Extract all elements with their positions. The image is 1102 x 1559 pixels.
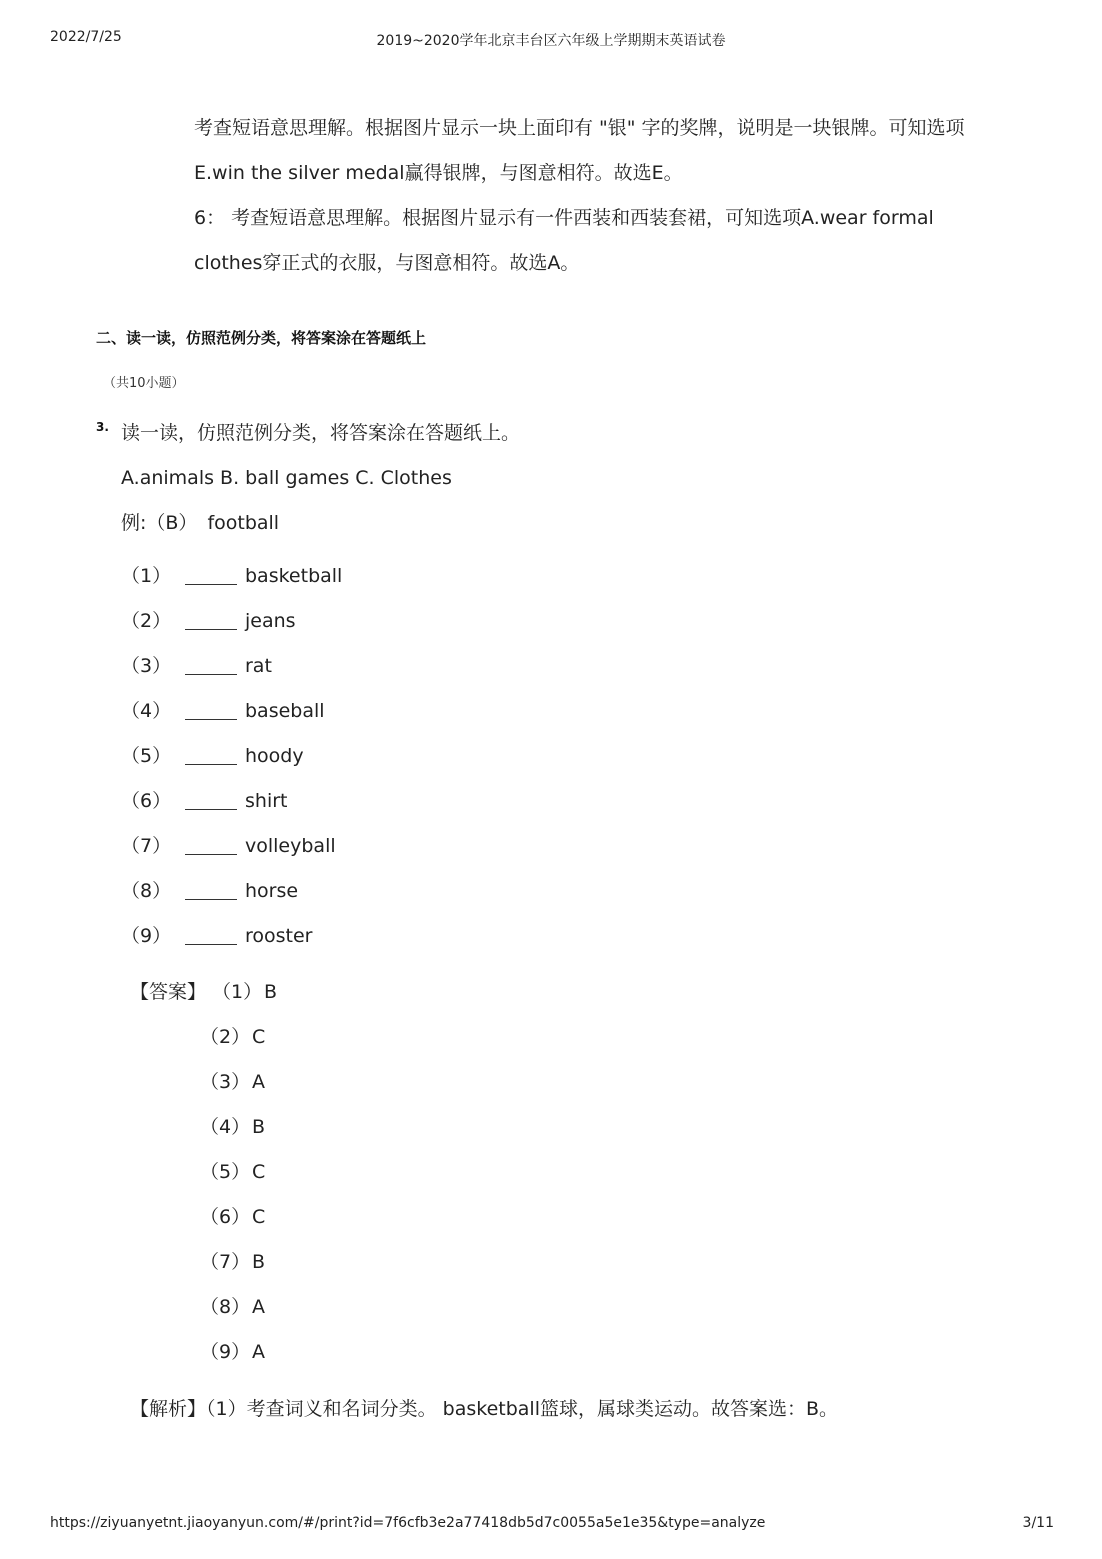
section-title: 二、读一读，仿照范例分类，将答案涂在答题纸上 xyxy=(96,329,427,347)
item-word: baseball xyxy=(245,699,325,722)
example-prefix: 例:（B） xyxy=(121,512,198,534)
question-instruction: 读一读，仿照范例分类，将答案涂在答题纸上。 xyxy=(121,422,521,444)
item-word: rat xyxy=(245,654,272,677)
section-question-count: （共10小题） xyxy=(103,376,185,391)
answer-blank xyxy=(185,881,237,900)
question-body xyxy=(121,418,520,958)
answer-row xyxy=(130,1157,277,1202)
answer-row xyxy=(130,977,277,1022)
item-index: （2） xyxy=(121,609,172,632)
answer-row xyxy=(130,1202,277,1247)
item-word: horse xyxy=(245,879,299,902)
explanation-line xyxy=(130,1394,838,1424)
answer-index: （9） xyxy=(200,1341,251,1363)
answer-value: B xyxy=(264,981,278,1003)
explanation-label: 【解析】 xyxy=(130,1398,207,1420)
item-index: （6） xyxy=(121,789,172,812)
analysis-line: clothes穿正式的衣服，与图意相符。故选A。 xyxy=(194,252,580,274)
answer-blank xyxy=(185,701,237,720)
item-word: volleyball xyxy=(245,834,336,857)
analysis-line: E.win the silver medal赢得银牌，与图意相符。故选E。 xyxy=(194,162,683,184)
question-number: 3. xyxy=(96,420,109,434)
item-index: （9） xyxy=(121,924,172,947)
item-index: （3） xyxy=(121,654,172,677)
item-index: （8） xyxy=(121,879,172,902)
document-title: 2019~2020学年北京丰台区六年级上学期期末英语试卷 xyxy=(376,33,726,49)
answer-index: （1） xyxy=(212,981,263,1003)
answer-blank xyxy=(185,611,237,630)
question-item xyxy=(121,868,520,913)
explanation-text: （1）考查词义和名词分类。 basketball篮球，属球类运动。故答案选：B。 xyxy=(206,1398,839,1420)
analysis-line: 6： 考查短语意思理解。根据图片显示有一件西装和西装套裙，可知选项A.wear formal xyxy=(194,207,934,229)
answer-row xyxy=(130,1292,277,1337)
answer-value: A xyxy=(252,1071,265,1093)
item-index: （1） xyxy=(121,564,172,587)
answer-row xyxy=(130,1247,277,1292)
answer-section xyxy=(130,977,277,1382)
answer-value: B xyxy=(252,1251,266,1273)
item-word: basketball xyxy=(245,564,343,587)
answer-blank xyxy=(185,791,237,810)
answer-index: （3） xyxy=(200,1071,251,1093)
analysis-line: 考查短语意思理解。根据图片显示一块上面印有 "银" 字的奖牌，说明是一块银牌。可知选项 xyxy=(194,117,965,139)
question-options: A.animals B. ball games C. Clothes xyxy=(121,467,452,489)
answer-index: （2） xyxy=(200,1026,251,1048)
answer-value: A xyxy=(252,1296,265,1318)
question-item xyxy=(121,913,520,958)
example-word: football xyxy=(207,512,280,534)
question-item xyxy=(121,643,520,688)
question-example xyxy=(121,508,520,553)
item-index: （5） xyxy=(121,744,172,767)
question-item xyxy=(121,823,520,868)
answer-index: （6） xyxy=(200,1206,251,1228)
page-number: 3/11 xyxy=(1022,1515,1054,1531)
answer-blank xyxy=(185,836,237,855)
answer-index: （8） xyxy=(200,1296,251,1318)
answer-value: C xyxy=(252,1026,266,1048)
question-item xyxy=(121,688,520,733)
print-date: 2022/7/25 xyxy=(50,29,122,45)
answer-row xyxy=(130,1067,277,1112)
answer-value: C xyxy=(252,1161,266,1183)
answer-row xyxy=(130,1112,277,1157)
answer-label: 【答案】 xyxy=(130,981,207,1003)
answer-blank xyxy=(185,566,237,585)
footer-url[interactable]: https://ziyuanyetnt.jiaoyanyun.com/#/print?id=7f6cfb3e2a77418db5d7c0055a5e1e35&type=analyze xyxy=(50,1515,766,1531)
item-word: rooster xyxy=(245,924,313,947)
answer-value: C xyxy=(252,1206,266,1228)
previous-analysis xyxy=(194,113,1014,293)
item-word: jeans xyxy=(245,609,296,632)
answer-blank xyxy=(185,926,237,945)
answer-value: B xyxy=(252,1116,266,1138)
answer-value: A xyxy=(252,1341,265,1363)
answer-index: （5） xyxy=(200,1161,251,1183)
answer-row xyxy=(130,1337,277,1382)
answer-row xyxy=(130,1022,277,1067)
item-index: （7） xyxy=(121,834,172,857)
answer-index: （7） xyxy=(200,1251,251,1273)
question-item xyxy=(121,733,520,778)
item-index: （4） xyxy=(121,699,172,722)
answer-blank xyxy=(185,656,237,675)
answer-index: （4） xyxy=(200,1116,251,1138)
answer-blank xyxy=(185,746,237,765)
question-item xyxy=(121,553,520,598)
item-word: shirt xyxy=(245,789,288,812)
question-item xyxy=(121,778,520,823)
item-word: hoody xyxy=(245,744,304,767)
question-item xyxy=(121,598,520,643)
